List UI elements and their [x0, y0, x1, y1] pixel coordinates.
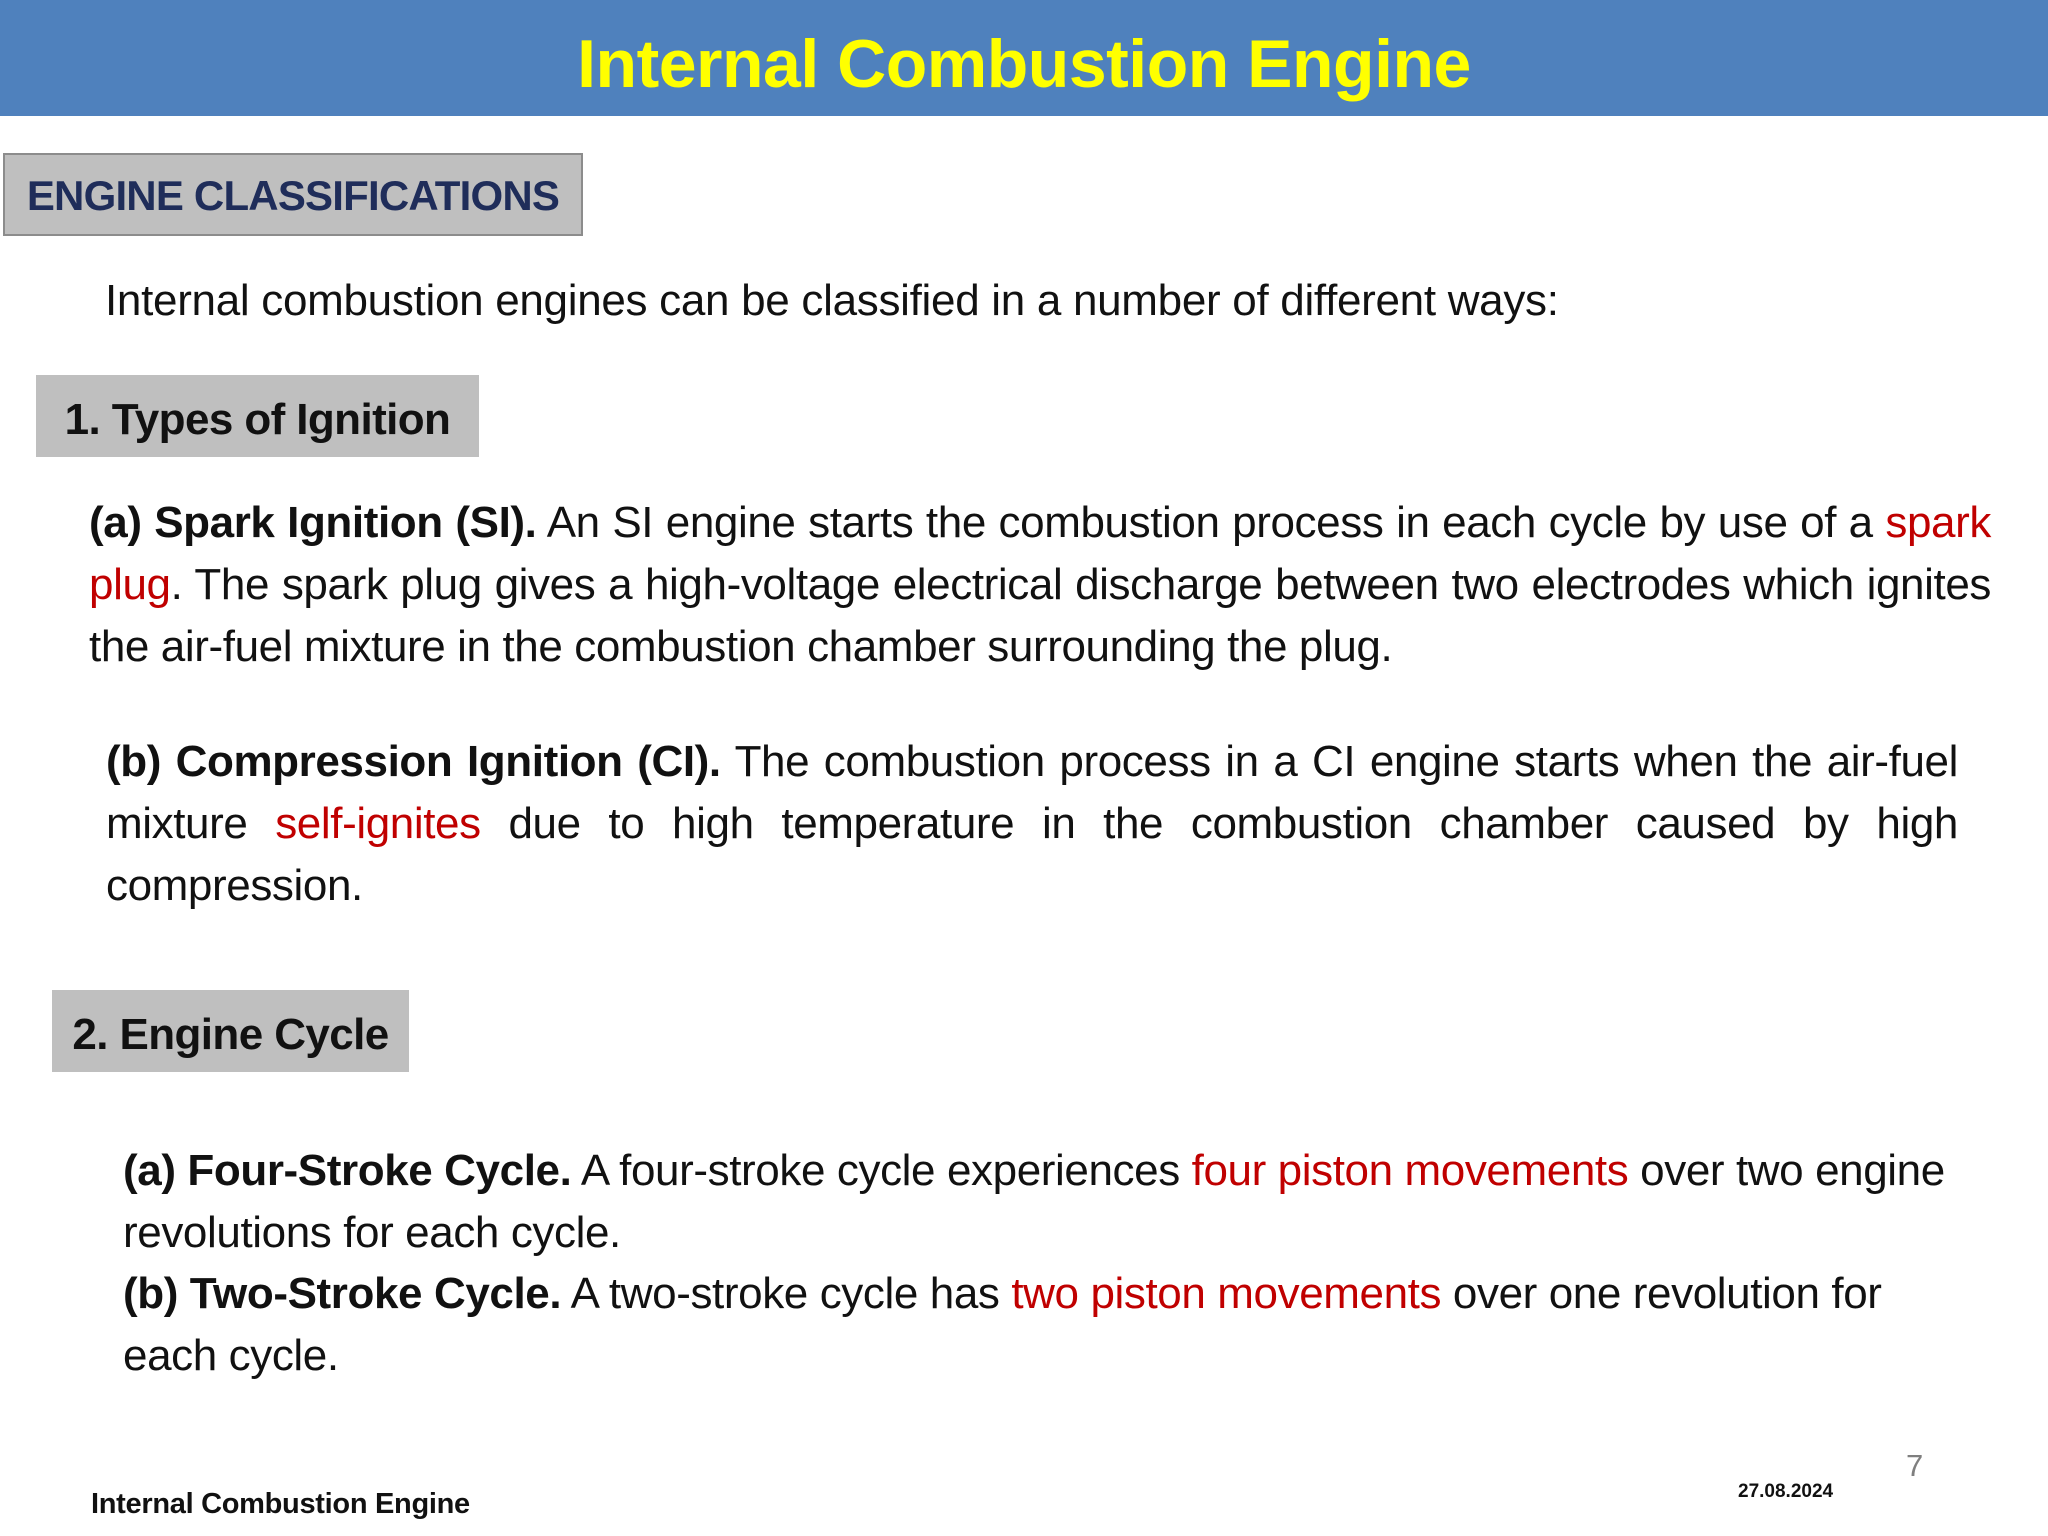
- intro-text: Internal combustion engines can be classified in a number of different ways:: [105, 276, 1559, 325]
- four-stroke-text-2: over two engine revolutions for each cycle.: [123, 1146, 1945, 1257]
- compression-ignition-text-2: due to high temperature in the combustion chamber caused by high compression.: [106, 799, 1958, 910]
- heading-box-engine-cycle: [52, 990, 409, 1072]
- two-stroke-label: (b) Two-Stroke Cycle.: [123, 1269, 562, 1318]
- two-stroke-text-2: over one revolution for each cycle.: [123, 1269, 1882, 1380]
- two-piston-movements-highlight: two piston movements: [1011, 1269, 1442, 1318]
- four-piston-movements-highlight: four piston movements: [1191, 1146, 1629, 1195]
- section-label: ENGINE CLASSIFICATIONS: [26, 172, 560, 219]
- four-stroke-label: (a) Four-Stroke Cycle.: [123, 1146, 572, 1195]
- spark-ignition-text-2: . The spark plug gives a high-voltage electrical discharge between two electrodes which ignites the air-fuel mixture in the combustion chamber surrounding the plug.: [89, 560, 1991, 671]
- heading-types-of-ignition: 1. Types of Ignition: [64, 395, 451, 444]
- section-label-box: [3, 153, 583, 236]
- paragraph-compression-ignition: [106, 731, 1958, 917]
- paragraph-spark-ignition: [89, 492, 1991, 678]
- two-stroke-text-1: A two-stroke cycle has: [561, 1269, 1012, 1318]
- spark-plug-highlight: spark plug: [89, 498, 1991, 609]
- paragraph-four-stroke: [123, 1140, 1973, 1264]
- compression-ignition-label: (b) Compression Ignition (CI).: [106, 737, 721, 786]
- compression-ignition-text-1: The combustion process in a CI engine starts when the air-fuel mixture: [106, 737, 1958, 848]
- footer-date: 27.08.2024: [1738, 1481, 1834, 1502]
- four-stroke-text-1: A four-stroke cycle experiences: [571, 1146, 1192, 1195]
- paragraph-two-stroke: [123, 1263, 1973, 1387]
- self-ignites-highlight: self-ignites: [275, 799, 481, 848]
- page-number: 7: [1906, 1448, 1924, 1483]
- slide-title: Internal Combustion Engine: [577, 26, 1471, 102]
- heading-engine-cycle: 2. Engine Cycle: [72, 1010, 389, 1059]
- spark-ignition-label: (a) Spark Ignition (SI).: [89, 498, 537, 547]
- footer-title: Internal Combustion Engine: [91, 1488, 470, 1520]
- spark-ignition-text-1: An SI engine starts the combustion process in each cycle by use of a: [536, 498, 1886, 547]
- heading-box-ignition: [36, 375, 479, 457]
